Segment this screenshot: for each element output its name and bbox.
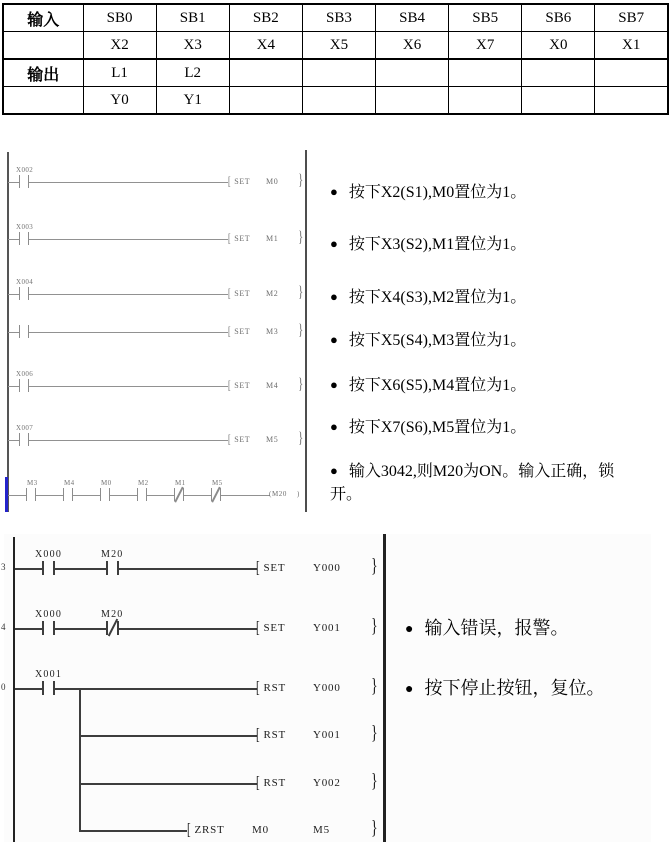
contact-no [106, 561, 119, 575]
close-brace-icon: } [298, 172, 304, 190]
contact-label: M3 [27, 479, 38, 487]
rung-line [8, 440, 228, 441]
close-brace-icon: } [298, 229, 304, 247]
operand-label: M0 [252, 824, 269, 836]
table-row [3, 4, 668, 32]
rung-line [8, 182, 228, 183]
close-paren-icon: ) [297, 490, 300, 498]
set-instruction: [ SET [228, 432, 251, 447]
set-instruction: [ SET [256, 618, 286, 638]
open-bracket-icon: [ [256, 725, 261, 745]
contact-no [19, 232, 29, 245]
bullet-icon: ● [330, 377, 338, 392]
rung-line [8, 386, 228, 387]
table-cell: Y0 [83, 87, 156, 115]
open-bracket-icon: [ [228, 231, 232, 246]
step-number: 4 [1, 622, 6, 632]
contact-no [19, 175, 29, 188]
close-brace-icon: } [298, 322, 304, 340]
contact-label: M5 [212, 479, 223, 487]
table-cell [302, 87, 375, 115]
nc-slash-icon [211, 486, 220, 502]
operand-label: M4 [266, 381, 279, 390]
zrst-instruction: [ ZRST [187, 820, 225, 840]
table-cell: SB7 [595, 4, 668, 32]
close-brace-icon: } [371, 676, 378, 698]
table-cell: X6 [376, 32, 449, 60]
note [330, 232, 526, 256]
operand-label: Y002 [313, 777, 341, 789]
io-mapping-table [2, 3, 669, 115]
bullet-icon: ● [330, 184, 338, 199]
note [330, 180, 526, 204]
open-bracket-icon: [ [187, 820, 192, 840]
note [330, 328, 526, 352]
table-cell: X7 [449, 32, 522, 60]
table-cell [376, 59, 449, 87]
contact-label: X000 [35, 549, 63, 560]
rst-instruction: [ RST [256, 725, 287, 745]
rung-line [79, 783, 257, 785]
operand-label: M1 [266, 234, 279, 243]
contact-no [137, 488, 147, 501]
contact-label: X001 [35, 669, 63, 680]
rung-line [8, 294, 228, 295]
branch-line [79, 688, 81, 831]
bullet-icon: ● [330, 236, 338, 251]
table-cell: SB2 [229, 4, 302, 32]
open-bracket-icon: [ [228, 378, 232, 393]
table-cell: SB3 [302, 4, 375, 32]
table-cell: X5 [302, 32, 375, 60]
rung-line [79, 830, 187, 832]
set-instruction: [ SET [228, 324, 251, 339]
close-brace-icon: } [371, 616, 378, 638]
rst-instruction: [ RST [256, 773, 287, 793]
contact-no [63, 488, 73, 501]
coil-label: (M20 [269, 490, 287, 498]
contact-no [26, 488, 36, 501]
close-brace-icon: } [371, 771, 378, 793]
table-cell: L1 [83, 59, 156, 87]
close-brace-icon: } [298, 430, 304, 448]
operand-label: Y001 [313, 729, 341, 741]
close-brace-icon: } [371, 556, 378, 578]
table-row [3, 32, 668, 60]
rung-line [79, 735, 257, 737]
operand-label: M2 [266, 289, 279, 298]
bullet-icon: ● [330, 419, 338, 434]
open-bracket-icon: [ [256, 618, 261, 638]
contact-no [19, 379, 29, 392]
bullet-icon: ● [330, 289, 338, 304]
note [405, 675, 604, 703]
note [330, 459, 632, 506]
contact-label: X007 [16, 424, 34, 432]
rung-line [8, 332, 228, 333]
table-cell [595, 59, 668, 87]
nc-slash-icon [107, 619, 117, 637]
operand-label: Y000 [313, 562, 341, 574]
note-text: 按下X3(S2),M1置位为1。 [348, 236, 527, 253]
set-instruction: [ SET [228, 378, 251, 393]
table-row [3, 87, 668, 115]
table-cell: X1 [595, 32, 668, 60]
contact-label: M0 [101, 479, 112, 487]
close-brace-icon: } [371, 818, 378, 840]
contact-label: X006 [16, 370, 34, 378]
nc-slash-icon [174, 486, 183, 502]
bullet-icon: ● [405, 622, 414, 637]
contact-label: M20 [101, 609, 124, 620]
note-text: 按下X2(S1),M0置位为1。 [348, 184, 527, 201]
table-cell: SB5 [449, 4, 522, 32]
note [330, 373, 526, 397]
operand-label: M0 [266, 177, 279, 186]
open-bracket-icon: [ [256, 558, 261, 578]
note-text: 按下X4(S3),M2置位为1。 [348, 289, 527, 306]
rst-instruction: [ RST [256, 678, 287, 698]
note-text: 按下X6(S5),M4置位为1。 [348, 377, 527, 394]
contact-label: M4 [64, 479, 75, 487]
table-row [3, 59, 668, 87]
table-cell: L2 [156, 59, 229, 87]
note [330, 415, 526, 439]
note-text: 输入错误，报警。 [424, 618, 569, 638]
contact-label: M1 [175, 479, 186, 487]
table-cell: X0 [522, 32, 595, 60]
table-cell [522, 87, 595, 115]
open-bracket-icon: [ [228, 324, 232, 339]
table-cell: X2 [83, 32, 156, 60]
contact-nc [106, 621, 119, 635]
set-instruction: [ SET [228, 174, 251, 189]
open-bracket-icon: [ [228, 286, 232, 301]
table-cell [595, 87, 668, 115]
set-instruction: [ SET [256, 558, 286, 578]
table-cell [449, 87, 522, 115]
bullet-icon: ● [330, 463, 338, 478]
table-cell: SB0 [83, 4, 156, 32]
contact-no [42, 621, 55, 635]
contact-no [19, 433, 29, 446]
operand-label: M5 [313, 824, 330, 836]
table-cell: X3 [156, 32, 229, 60]
table-cell: SB1 [156, 4, 229, 32]
bullet-icon: ● [330, 332, 338, 347]
note-text: 输入3042,则M20为ON。输入正确，锁开。 [330, 463, 615, 503]
table-cell [522, 59, 595, 87]
table-cell [3, 87, 83, 115]
close-brace-icon: } [371, 723, 378, 745]
open-bracket-icon: [ [256, 773, 261, 793]
table-cell [3, 32, 83, 60]
contact-label: M20 [101, 549, 124, 560]
note [330, 285, 526, 309]
note [405, 615, 568, 643]
contact-no [42, 561, 55, 575]
contact-label: X003 [16, 223, 34, 231]
contact-no [19, 325, 29, 338]
open-bracket-icon: [ [256, 678, 261, 698]
table-cell [229, 59, 302, 87]
table-cell: 输入 [3, 4, 83, 32]
table-cell [376, 87, 449, 115]
close-brace-icon: } [298, 284, 304, 302]
operand-label: Y001 [313, 622, 341, 634]
table-cell [449, 59, 522, 87]
table-cell: SB6 [522, 4, 595, 32]
table-cell [302, 59, 375, 87]
table-cell: Y1 [156, 87, 229, 115]
contact-label: M2 [138, 479, 149, 487]
operand-label: Y000 [313, 682, 341, 694]
right-rail-divider [305, 150, 307, 512]
table-cell: SB4 [376, 4, 449, 32]
right-rail-divider [383, 534, 386, 842]
close-brace-icon: } [298, 376, 304, 394]
step-number: 3 [1, 562, 6, 572]
table-cell: X4 [229, 32, 302, 60]
note-text: 按下停止按钮，复位。 [424, 678, 605, 698]
step-number: 0 [1, 682, 6, 692]
bullet-icon: ● [405, 682, 414, 697]
contact-label: X000 [35, 609, 63, 620]
contact-label: X002 [16, 166, 34, 174]
open-bracket-icon: [ [228, 174, 232, 189]
operand-label: M5 [266, 435, 279, 444]
contact-no [100, 488, 110, 501]
rung-line [8, 239, 228, 240]
note-text: 按下X7(S6),M5置位为1。 [348, 419, 527, 436]
set-instruction: [ SET [228, 286, 251, 301]
table-cell: 输出 [3, 59, 83, 87]
table-cell [229, 87, 302, 115]
left-rail [13, 537, 15, 842]
contact-nc [174, 488, 184, 501]
operand-label: M3 [266, 327, 279, 336]
contact-nc [211, 488, 221, 501]
contact-no [19, 287, 29, 300]
contact-label: X004 [16, 278, 34, 286]
contact-no [42, 681, 55, 695]
open-bracket-icon: [ [228, 432, 232, 447]
note-text: 按下X5(S4),M3置位为1。 [348, 332, 527, 349]
set-instruction: [ SET [228, 231, 251, 246]
